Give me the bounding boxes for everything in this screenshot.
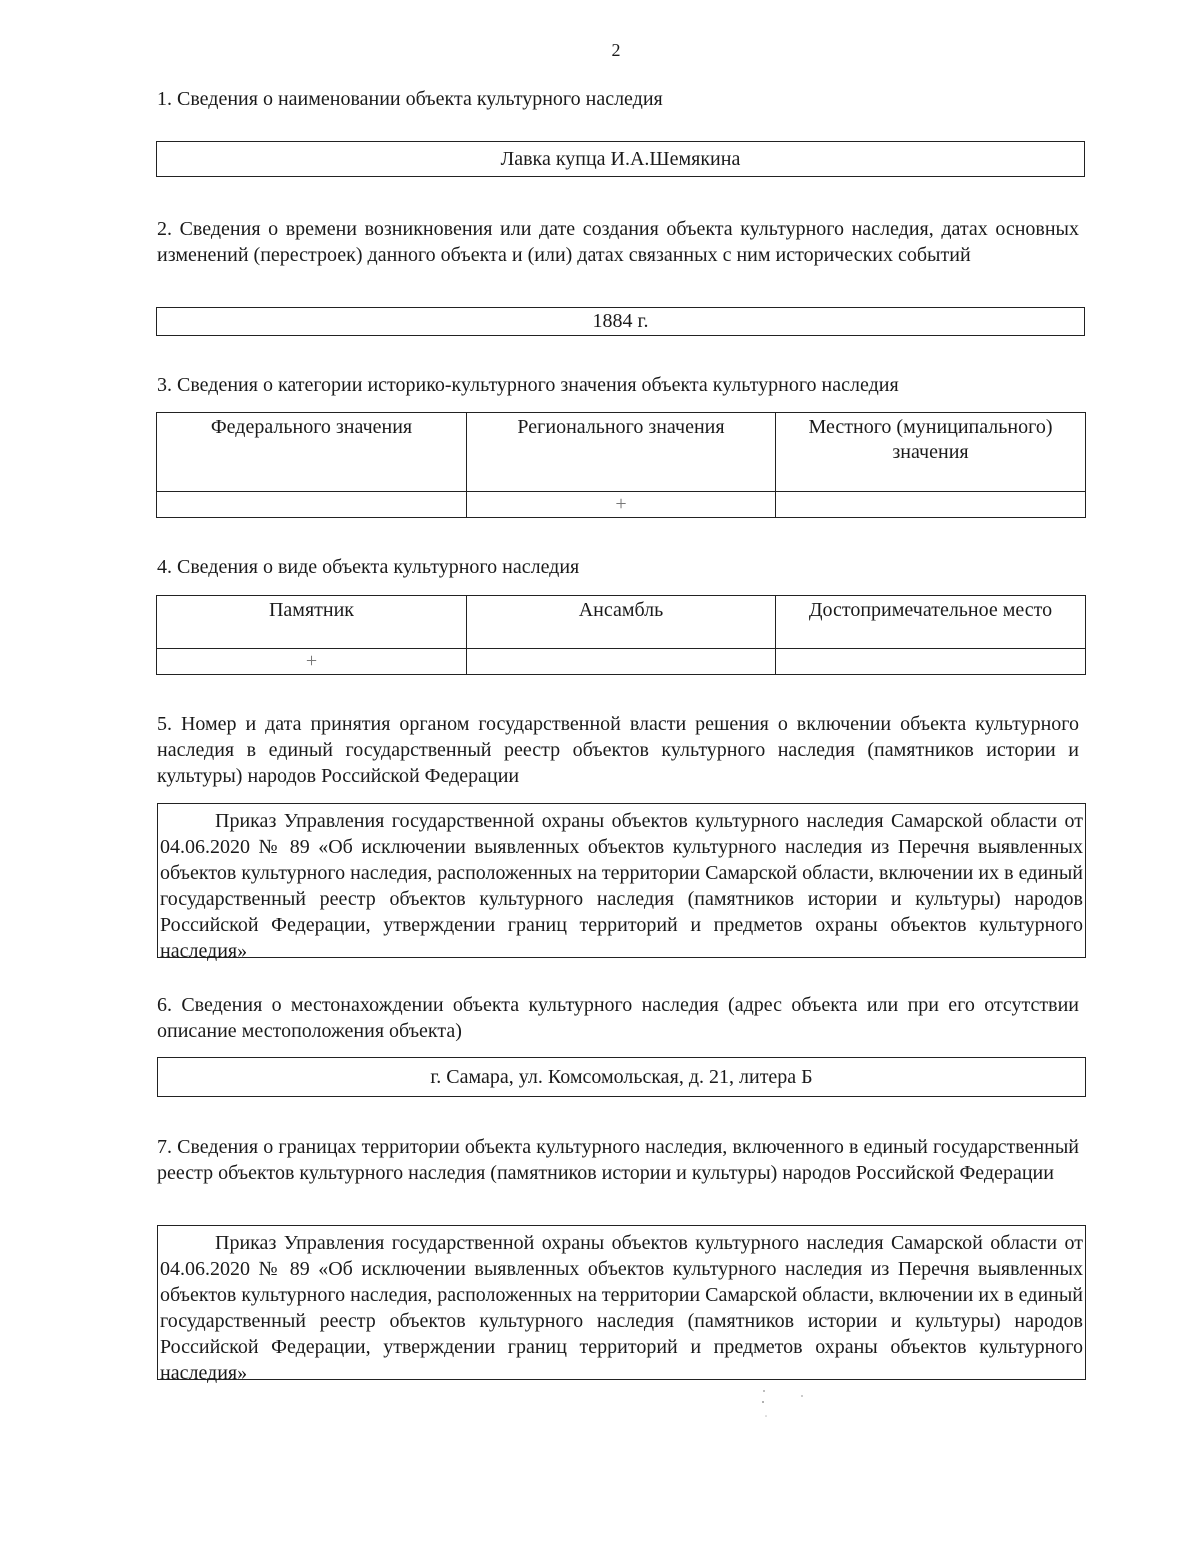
- section-4-heading: 4. Сведения о виде объекта культурного наследия: [157, 556, 580, 578]
- type-header-row: [157, 596, 1086, 649]
- section-5-heading: 5. Номер и дата принятия органом государственной власти решения о включении объекта культурного наследия в единый государственный реестр объектов культурного наследия (памятников истории и культуры) народов Российской Федерации: [157, 713, 1079, 787]
- registry-decision-text: Приказ Управления государственной охраны объектов культурного наследия Самарской области от 04.06.2020 № 89 «Об исключении выявленных объектов культурного наследия из Перечня выявленных объектов культурного наследия, расположенных на территории Самарской области, включении их в единый государственный реестр объектов культурного наследия (памятников истории и культуры) народов Российской Федерации, утверждении границ территорий и предметов охраны объектов культурного наследия»: [160, 810, 1083, 962]
- section-3-heading: 3. Сведения о категории историко-культурного значения объекта культурного наследия: [157, 374, 899, 396]
- section-7-value-box: [157, 1225, 1086, 1384]
- section-2-value-box: [156, 307, 1085, 336]
- object-address: г. Самара, ул. Комсомольская, д. 21, литера Б: [430, 1065, 813, 1088]
- type-monument: Памятник: [157, 596, 467, 649]
- category-table: [156, 412, 1086, 518]
- scan-artifact: [760, 1388, 810, 1428]
- section-6-value-box: [157, 1057, 1086, 1097]
- category-federal: Федерального значения: [157, 413, 467, 492]
- page-number: 2: [611, 40, 621, 60]
- type-mark-row: [157, 649, 1086, 675]
- type-ensemble: Ансамбль: [467, 596, 776, 649]
- section-5-value-box: [157, 803, 1086, 962]
- territory-boundaries-text: Приказ Управления государственной охраны объектов культурного наследия Самарской области от 04.06.2020 № 89 «Об исключении выявленных объектов культурного наследия из Перечня выявленных объектов культурного наследия, расположенных на территории Самарской области, включении их в единый государственный реестр объектов культурного наследия (памятников истории и культуры) народов Российской Федерации, утверждении границ территорий и предметов охраны объектов культурного наследия»: [160, 1232, 1083, 1384]
- category-local-mark: [776, 492, 1086, 518]
- category-federal-mark: [157, 492, 467, 518]
- category-regional: Регионального значения: [467, 413, 776, 492]
- creation-date: 1884 г.: [592, 310, 649, 332]
- category-regional-mark: +: [467, 492, 776, 518]
- type-ensemble-mark: [467, 649, 776, 675]
- type-table: [156, 595, 1086, 675]
- category-header-row: [157, 413, 1086, 492]
- section-7-heading: 7. Сведения о границах территории объекта культурного наследия, включенного в единый государственный реестр объектов культурного наследия (памятников истории и культуры) народов Российской Федерации: [157, 1136, 1079, 1184]
- section-1-value-box: [156, 141, 1085, 177]
- type-monument-mark: +: [157, 649, 467, 675]
- type-landmark-mark: [776, 649, 1086, 675]
- category-mark-row: [157, 492, 1086, 518]
- category-local: Местного (муниципального) значения: [776, 413, 1086, 492]
- section-1-heading: 1. Сведения о наименовании объекта культурного наследия: [157, 88, 663, 110]
- section-6-heading: 6. Сведения о местонахождении объекта культурного наследия (адрес объекта или при его отсутствии описание местоположения объекта): [157, 994, 1079, 1042]
- object-name: Лавка купца И.А.Шемякина: [500, 147, 741, 170]
- section-2-heading: 2. Сведения о времени возникновения или дате создания объекта культурного наследия, датах основных изменений (перестроек) данного объекта и (или) датах связанных с ним исторических событий: [157, 218, 1079, 266]
- type-landmark: Достопримечательное место: [776, 596, 1086, 649]
